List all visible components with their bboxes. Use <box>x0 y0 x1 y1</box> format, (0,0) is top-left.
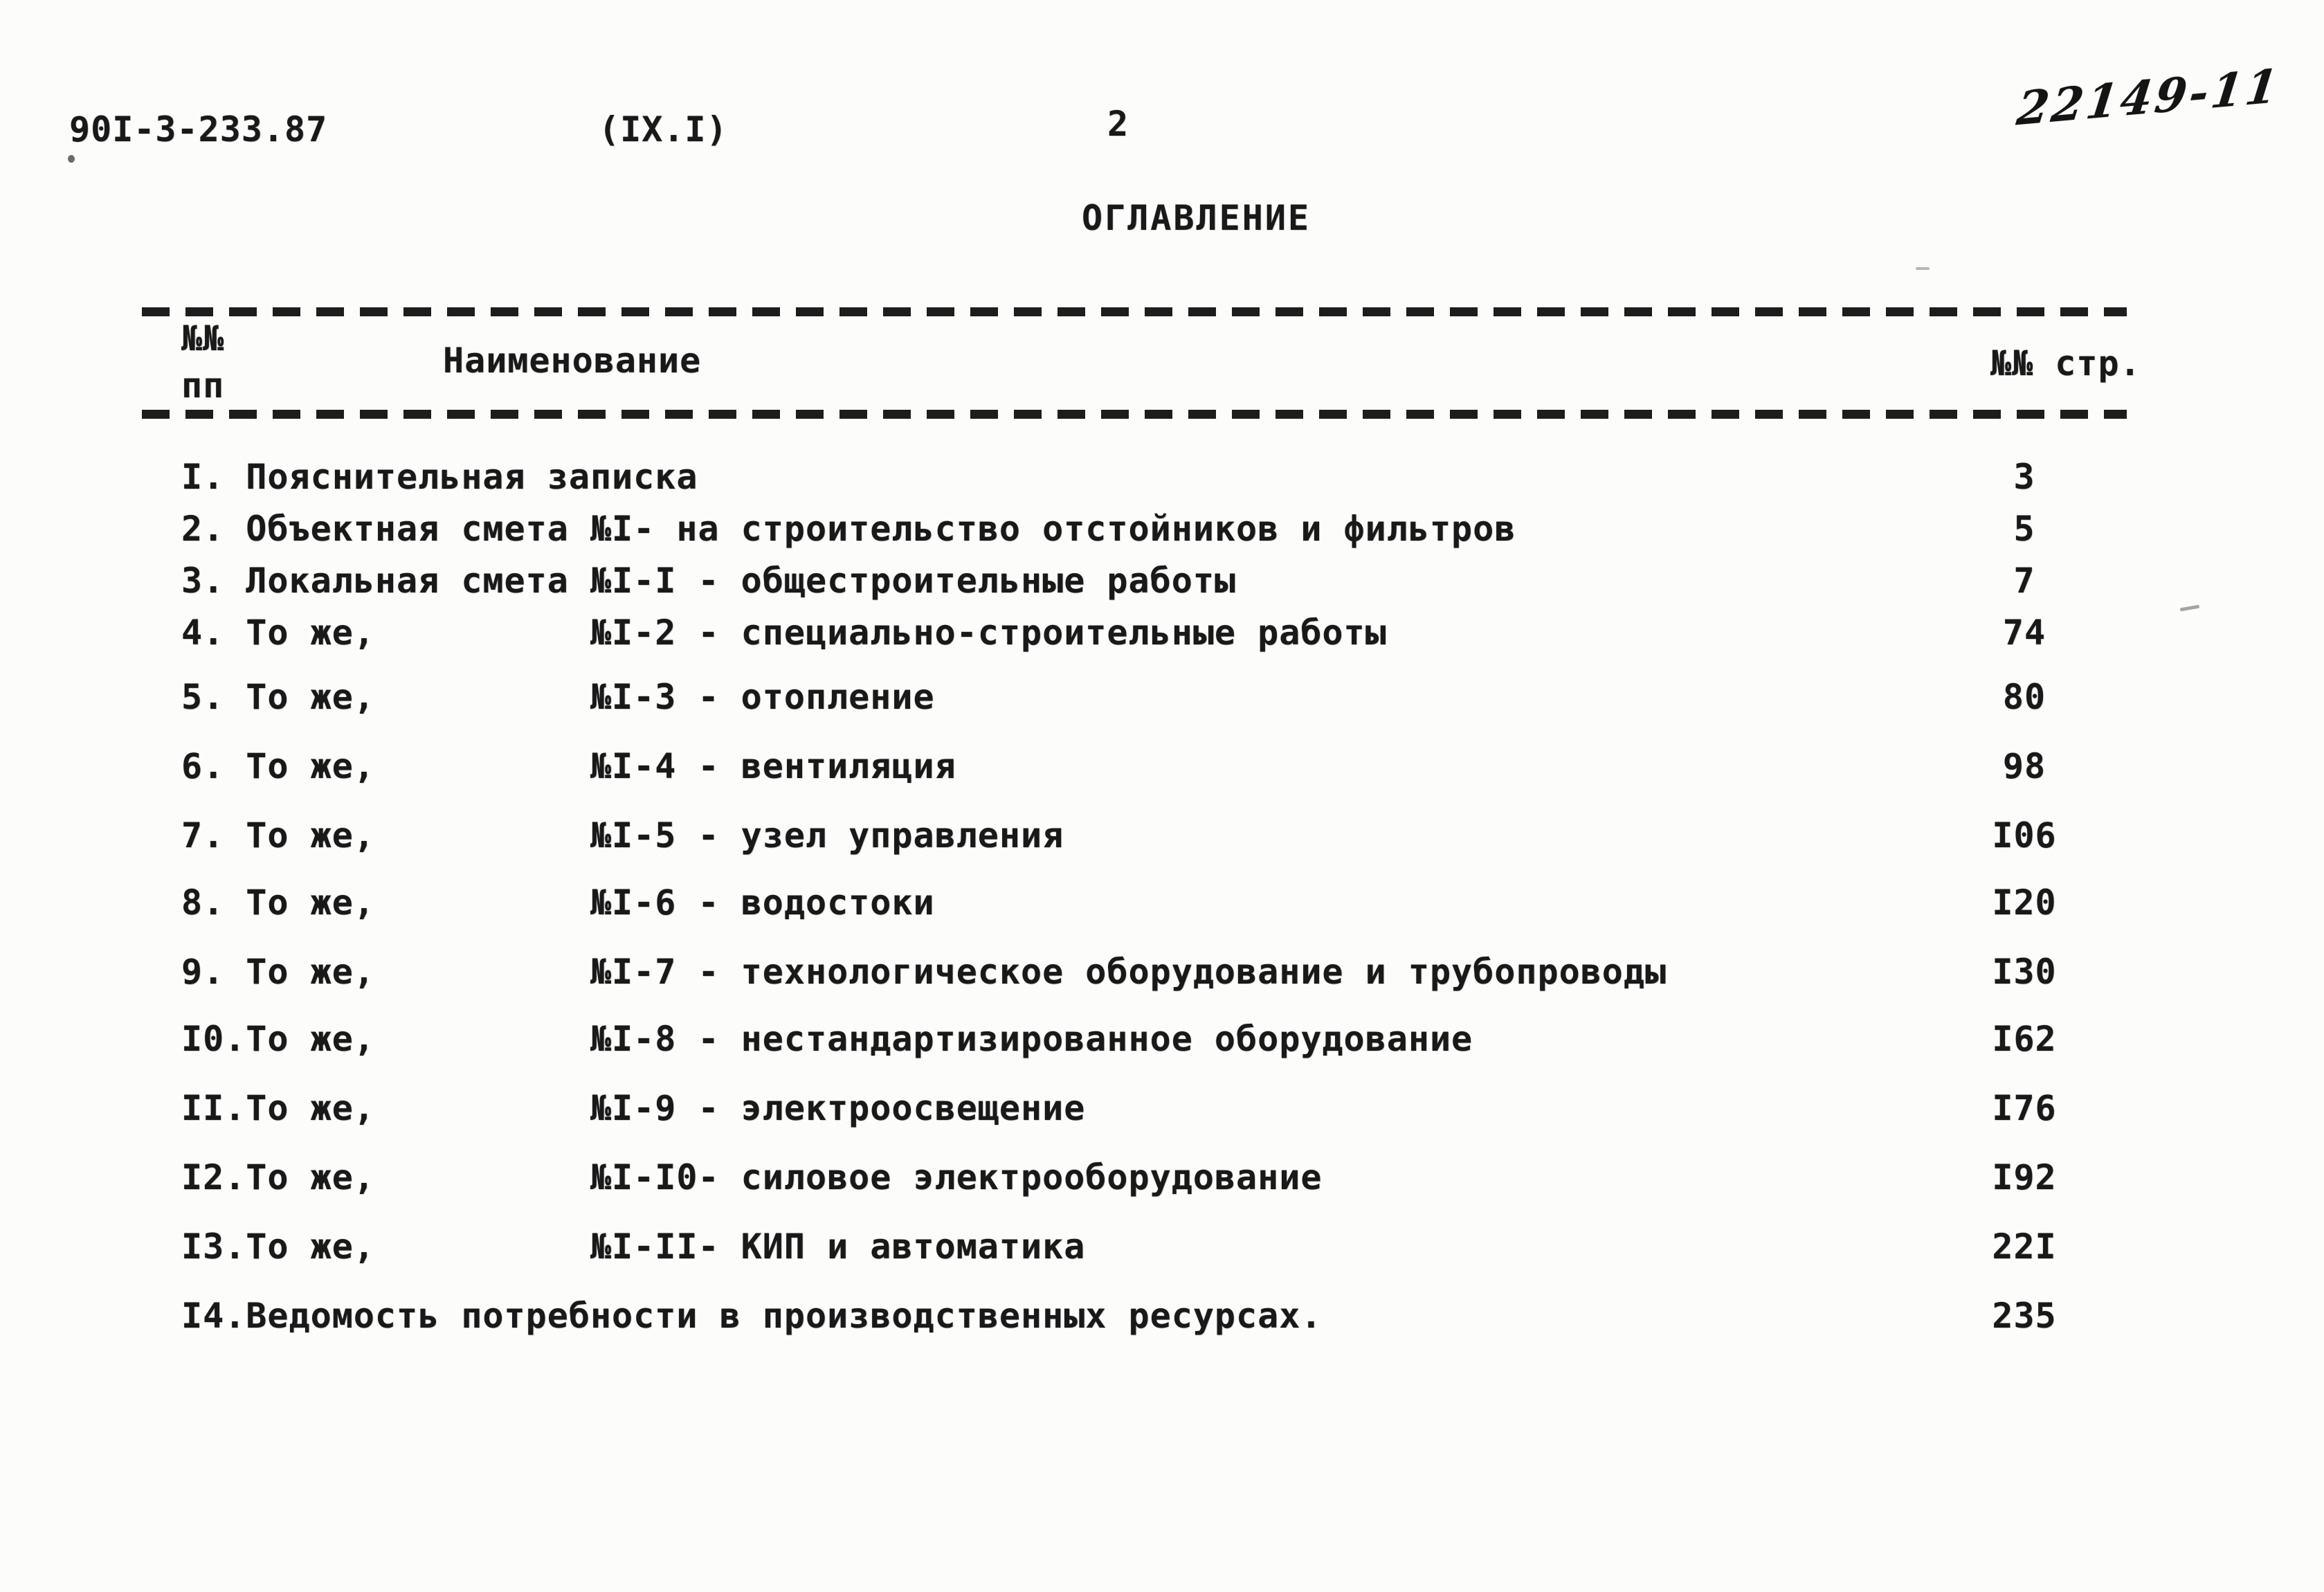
row-page-number: I76 <box>1992 1088 2057 1128</box>
handwritten-inventory-number: 22149-11 <box>2014 58 2284 136</box>
row-page-number: 80 <box>2002 677 2046 717</box>
table-row <box>0 509 2324 550</box>
section-code: (IX.I) <box>599 109 728 150</box>
row-title: II.То же, №I-9 - электроосвещение <box>181 1088 1086 1128</box>
table-row <box>0 1019 2324 1060</box>
row-page-number: I30 <box>1992 952 2057 992</box>
row-title: 6. То же, №I-4 - вентиляция <box>181 746 956 786</box>
row-page-number: 7 <box>2013 561 2035 601</box>
row-title: 8. То же, №I-6 - водостоки <box>181 883 935 923</box>
scan-speck <box>2180 605 2199 612</box>
row-page-number: I06 <box>1992 815 2057 856</box>
sheet-number: 2 <box>1107 104 1129 144</box>
table-row <box>0 1296 2324 1337</box>
table-rule-bottom <box>142 410 2127 419</box>
row-title: 2. Объектная смета №I- на строительство отстойников и фильтров <box>181 509 1516 549</box>
row-title: I2.То же, №I-I0- силовое электрооборудование <box>181 1157 1323 1197</box>
table-row <box>0 677 2324 718</box>
page-title: ОГЛАВЛЕНИЕ <box>1082 198 1311 238</box>
row-title: I. Пояснительная записка <box>181 457 698 497</box>
scan-speck <box>1916 267 1930 270</box>
row-title: 7. То же, №I-5 - узел управления <box>181 815 1064 856</box>
table-row <box>0 746 2324 788</box>
row-page-number: 5 <box>2013 509 2035 549</box>
table-row <box>0 613 2324 654</box>
table-rule-top <box>142 307 2127 316</box>
row-page-number: 98 <box>2002 746 2046 786</box>
column-header-num-line2: пп <box>181 365 225 406</box>
row-title: I4.Ведомость потребности в производственных ресурсах. <box>181 1296 1323 1336</box>
row-page-number: 3 <box>2013 457 2035 497</box>
row-page-number: I92 <box>1992 1157 2057 1197</box>
doc-number: 90I-3-233.87 <box>69 109 328 150</box>
row-page-number: 74 <box>2002 613 2046 653</box>
row-title: 4. То же, №I-2 - специально-строительные работы <box>181 613 1387 653</box>
table-row <box>0 561 2324 602</box>
row-title: 9. То же, №I-7 - технологическое оборудование и трубопроводы <box>181 952 1667 992</box>
table-row <box>0 883 2324 924</box>
row-title: 3. Локальная смета №I-I - общестроительные работы <box>181 561 1237 601</box>
table-row <box>0 952 2324 993</box>
table-row <box>0 815 2324 857</box>
table-row <box>0 1088 2324 1130</box>
table-row <box>0 1227 2324 1268</box>
table-row <box>0 1157 2324 1199</box>
scan-speck <box>68 155 75 163</box>
table-row <box>0 457 2324 498</box>
column-header-page: №№ стр. <box>1990 343 2141 383</box>
row-title: I0.То же, №I-8 - нестандартизированное оборудование <box>181 1019 1473 1059</box>
row-page-number: 22I <box>1992 1227 2057 1267</box>
column-header-name: Наименование <box>443 341 702 381</box>
column-header-num-line1: №№ <box>181 318 225 359</box>
row-title: I3.То же, №I-II- КИП и автоматика <box>181 1227 1086 1267</box>
row-page-number: 235 <box>1992 1296 2057 1336</box>
row-page-number: I62 <box>1992 1019 2057 1059</box>
row-title: 5. То же, №I-3 - отопление <box>181 677 935 717</box>
row-page-number: I20 <box>1992 883 2057 923</box>
